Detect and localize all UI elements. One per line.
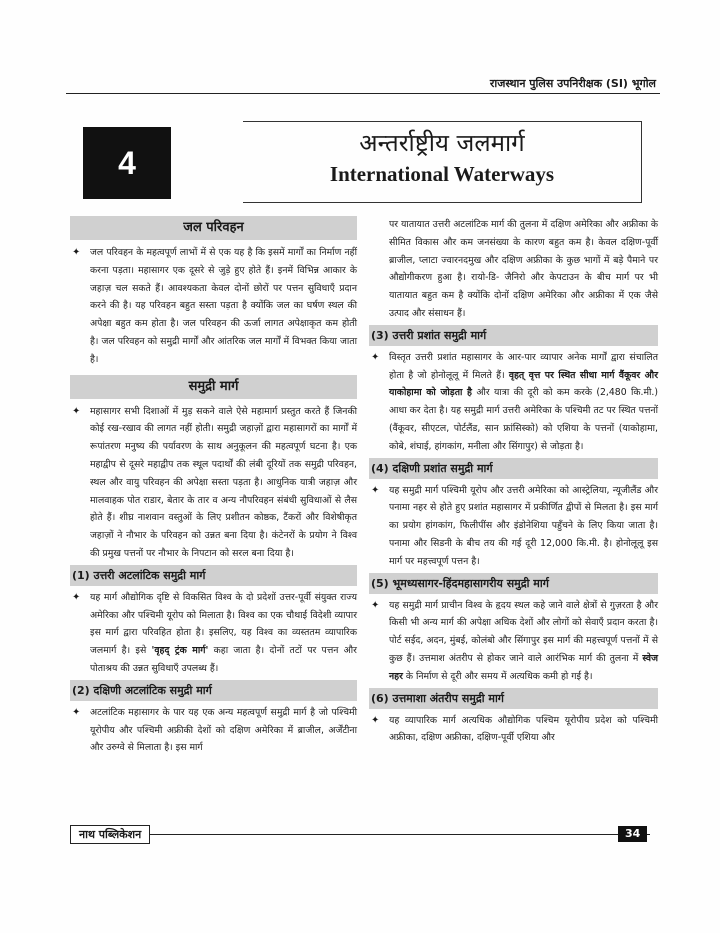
paragraph-text: यह समुद्री मार्ग प्राचीन विश्व के हृदय स्थल कहे जाने वाले क्षेत्रों से गुज़रता है और किसी भी अन्य मार्ग की अपेक्षा अधिक देशों और लोगों को सेवाएँ प्रदान करता है। पोर्ट सईद, अदन, मुंबई, कोलंबो और सिंगापुर इस मार्ग की महत्त्वपूर्ण पत्तनों में से कुछ हैं। उत्तमाश अंतरीप से होकर जाने वाले आरंभिक मार्ग की तुलना में — [389, 599, 658, 664]
paragraph-text: यह समुद्री मार्ग पश्चिमी यूरोप और उत्तरी अमेरिका को आस्ट्रेलिया, न्यूजीलैंड और पनामा नहर से होते हुए प्रशांत महासागर में प्रकीर्णित द्वीपों से मिलता है। इस मार्ग का प्रयोग हांगकांग, फिलीपींस और इंडोनेशिया पहुँचने के लिए किया जाता है। पनामा और सिडनी के बीच तय की गई दूरी 12,000 कि.मी. है। होनोलूलू इस मार्ग पर महत्त्वपूर्ण पत्तन है। — [389, 484, 658, 567]
paragraph — [369, 349, 658, 456]
paragraph-text: अटलांटिक महासागर के पार यह एक अन्य महत्वपूर्ण समुद्री मार्ग है जो पश्चिमी यूरोपीय और पश्चिमी अफ्रीकी देशों को दक्षिण अमेरिका में ब्राजील, अर्जेंटीना और उरुग्वे से मिलाता है। इस मार्ग — [90, 706, 357, 754]
subheading-north-atlantic: (1) उत्तरी अटलांटिक समुद्री मार्ग — [70, 565, 357, 586]
header-rule — [66, 93, 660, 94]
bold-term: स्वेज नहर — [389, 652, 658, 682]
bullet-icon: ✦ — [72, 247, 81, 258]
chapter-title-english: International Waterways — [329, 162, 555, 186]
section-heading-water-transport: जल परिवहन — [70, 216, 357, 240]
chapter-title-box — [243, 121, 642, 203]
page-number: 34 — [618, 826, 647, 842]
running-header: राजस्थान पुलिस उपनिरीक्षक (SI) भूगोल — [489, 77, 656, 90]
paragraph-continued — [369, 216, 658, 323]
paragraph — [369, 712, 658, 748]
paragraph-text: यह मार्ग औद्योगिक दृष्टि से विकसित विश्व के दो प्रदेशों उत्तर-पूर्वी संयुक्त राज्य अमेरिका और पश्चिमी यूरोप को मिलाता है। विश्व का एक चौथाई विदेशी व्यापार इस मार्ग द्वारा परिवहित होता है। इसलिए, यह विश्व का व्यस्ततम व्यापारिक जलमार्ग है। इसे — [90, 591, 357, 657]
paragraph-text: विस्तृत उत्तरी प्रशांत महासागर के आर-पार व्यापार अनेक मार्गों द्वारा संचालित होता है जो होनोलूलू में मिलते हैं। — [389, 351, 658, 381]
bold-term: 'वृहद् ट्रंक मार्ग' — [151, 645, 209, 657]
bullet-icon: ✦ — [371, 351, 380, 363]
right-column — [369, 216, 658, 747]
paragraph-text: पर यातायात उत्तरी अटलांटिक मार्ग की तुलना में दक्षिण अमेरिका और अफ्रीका के सीमित विकास और कम जनसंख्या के कारण बहुत कम है। केवल दक्षिण-पूर्वी ब्राजील, प्लाटा ज्वारनदमुख और दक्षिण अफ्रीका के कुछ भागों में बड़े पैमाने पर औद्योगीकरण हुआ है। रायो-डि- जैनिरो और केपटाउन के बीच मार्ग पर भी यातायात बहुत कम है क्योंकि दोनों दक्षिण अमेरिका और अफ्रीका में एक जैसे उत्पाद और संसाधन हैं। — [389, 219, 658, 319]
paragraph — [70, 704, 357, 757]
bold-term: वृहत् वृत्त पर स्थित सीधा मार्ग वैंकूवर और याकोहामा को जोड़ता है — [389, 369, 658, 399]
footer-rule — [70, 834, 650, 835]
bullet-icon: ✦ — [371, 599, 380, 611]
paragraph — [70, 403, 357, 563]
chapter-title-hindi: अन्तर्राष्ट्रीय जलमार्ग — [359, 129, 525, 157]
bullet-icon: ✦ — [72, 591, 81, 603]
subheading-mediterranean-indian: (5) भूमध्यसागर-हिंदमहासागरीय समुद्री मार्ग — [369, 573, 658, 594]
chapter-number: 4 — [118, 144, 136, 181]
paragraph-text: कहा जाता है। दोनों तटों पर पत्तन और पोताश्रय की उन्नत सुविधाएँ उपलब्ध हैं। — [90, 645, 357, 674]
publisher-label: नाथ पब्लिकेशन — [70, 825, 150, 844]
subheading-south-pacific: (4) दक्षिणी प्रशांत समुद्री मार्ग — [369, 458, 658, 479]
subheading-north-pacific: (3) उत्तरी प्रशांत समुद्री मार्ग — [369, 325, 658, 346]
bullet-icon: ✦ — [72, 706, 81, 718]
section-heading-sea-routes: समुद्री मार्ग — [70, 375, 357, 399]
paragraph-text: जल परिवहन के महत्वपूर्ण लाभों में से एक यह है कि इसमें मार्गों का निर्माण नहीं करना पड़ता। महासागर एक दूसरे से जुड़े हुए होते हैं। इनमें विभिन्न आकार के जहाज़ चल सकते हैं। आवश्यकता केवल दोनों छोरों पर पत्तन सुविधाएँ प्रदान करने की है। यह परिवहन बहुत सस्ता पड़ता है क्योंकि जल का घर्षण स्थल की अपेक्षा बहुत कम होता है। जल परिवहन की ऊर्जा लागत अपेक्षाकृत कम होती है। जल परिवहन को समुद्री मार्गों और आंतरिक जल मार्गों में विभक्त किया जाता है। — [90, 247, 357, 365]
left-column — [70, 216, 357, 757]
chapter-number-box — [83, 127, 171, 199]
paragraph-text: और यात्रा की दूरी को कम करके (2,480 कि.मी.) आधा कर देता है। यह समुद्री मार्ग उत्तरी अमेरिका के पश्चिमी तट पर स्थित पत्तनों (वैंकूवर, सीएटल, पोर्टलैंड, सान फ्रांसिस्को) को एशिया के पत्तनों (याकोहामा, कोबे, शंघाई, हांगकांग, मनीला और सिंगापुर) से जोड़ता है। — [389, 387, 659, 452]
paragraph-text: महासागर सभी दिशाओं में मुड़ सकने वाले ऐसे महामार्ग प्रस्तुत करते हैं जिनकी कोई रख-रखाव की लागत नहीं होती। समुद्री जहाज़ों द्वारा महासागरों का मार्गों में रूपांतरण मनुष्य की पर्यावरण के साथ अनुकूलन की महत्वपूर्ण घटना है। एक महाद्वीप से दूसरे महाद्वीप तक स्थूल पदार्थों की लंबी दूरियों तक समुद्री परिवहन, स्थल और वायु परिवहन की अपेक्षा सस्ता पड़ता है। आधुनिक यात्री जहाज़ और मालवाहक पोत राडार, बेतार के तार व अन्य नौपरिवहन संबंधी सुविधाओं से लैस होते हैं। शीघ्र नाशवान वस्तुओं के लिए प्रशीतन कोष्ठक, टैंकरों और विशेषीकृत जहाज़ों ने नौभार के परिवहन को उन्नत बना दिया है। कंटेनरों के प्रयोग ने विश्व की प्रमुख पत्तनों पर नौभार के निपटान को सरल बना दिया है। — [90, 405, 357, 559]
paragraph-text: यह व्यापारिक मार्ग अत्यधिक औद्योगिक पश्चिम यूरोपीय प्रदेश को पश्चिमी अफ्रीका, दक्षिण अफ्रीका, दक्षिण-पूर्वी एशिया और — [389, 714, 658, 744]
paragraph — [369, 597, 658, 686]
bullet-icon: ✦ — [371, 714, 380, 726]
paragraph-text: के निर्माण से दूरी और समय में अत्यधिक कमी हो गई है। — [402, 670, 593, 682]
subheading-cape-of-good-hope: (6) उत्तमाशा अंतरीप समुद्री मार्ग — [369, 688, 658, 709]
paragraph — [70, 244, 357, 369]
bullet-icon: ✦ — [371, 484, 380, 496]
bullet-icon: ✦ — [72, 405, 81, 417]
paragraph — [70, 589, 357, 678]
subheading-south-atlantic: (2) दक्षिणी अटलांटिक समुद्री मार्ग — [70, 680, 357, 701]
paragraph — [369, 482, 658, 571]
